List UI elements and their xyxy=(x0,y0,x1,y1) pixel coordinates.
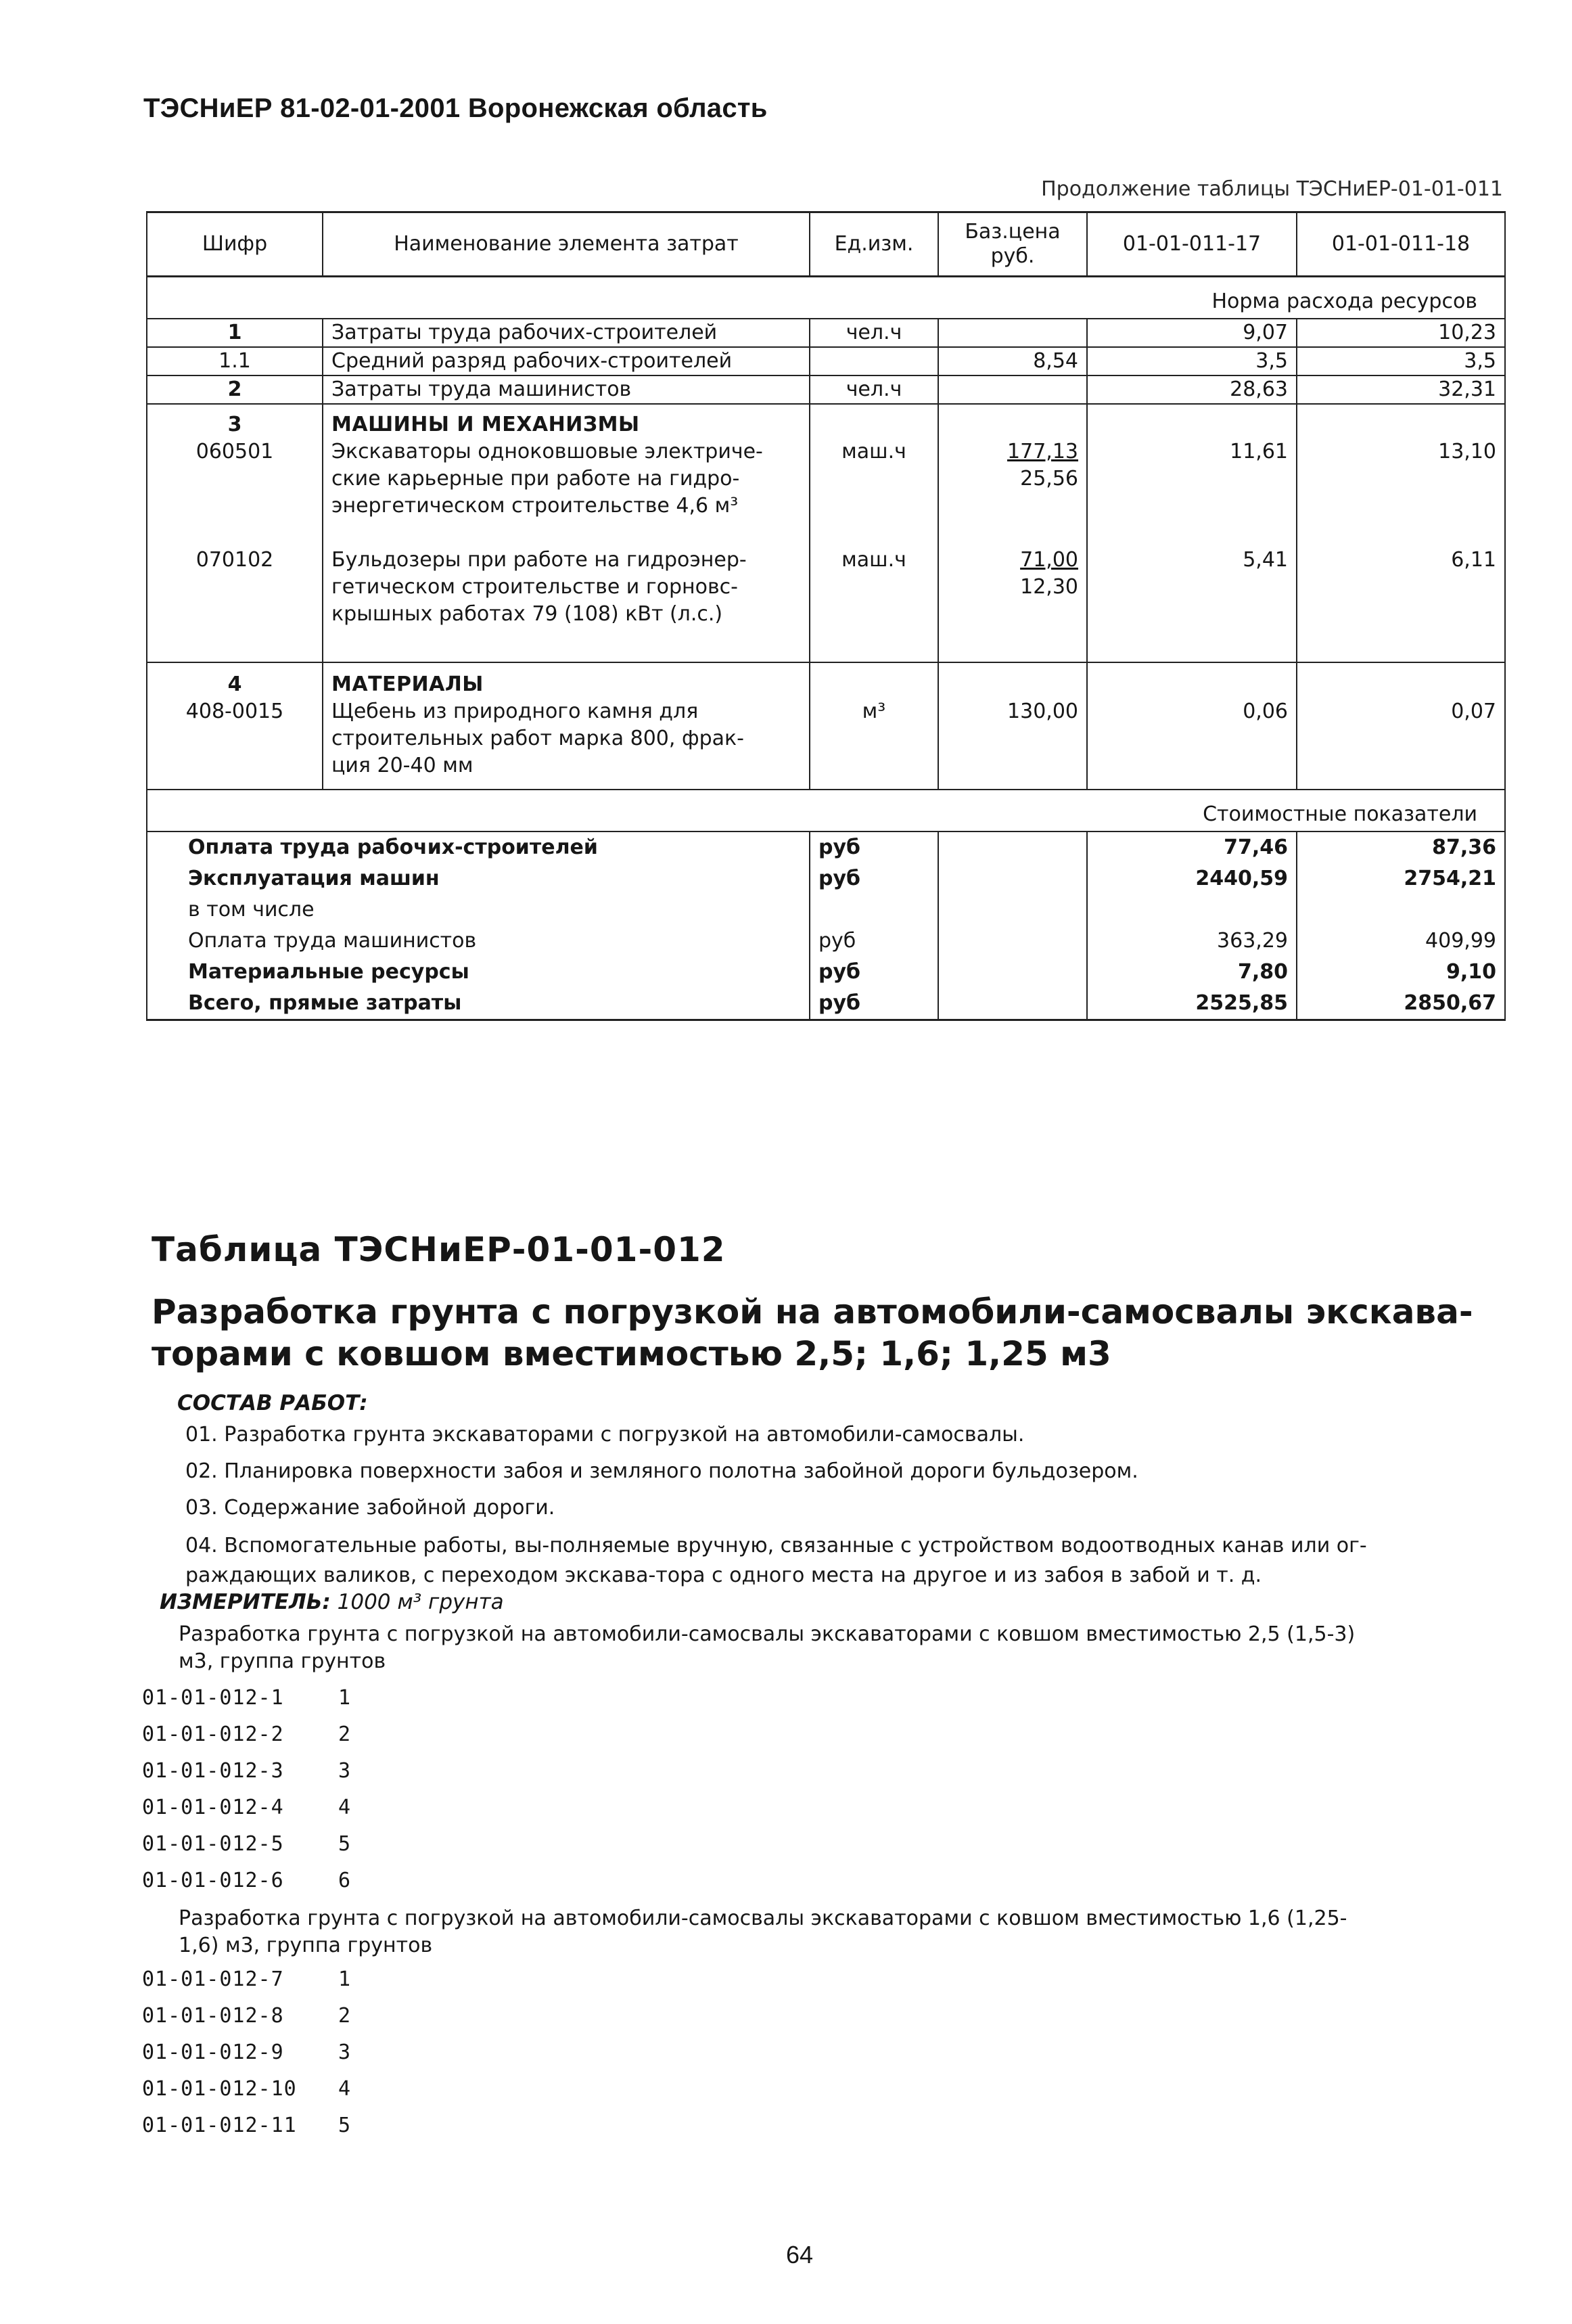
cost-value-18: 2850,67 xyxy=(1297,988,1505,1020)
measure-label: ИЗМЕРИТЕЛЬ: xyxy=(160,1590,331,1614)
list-item xyxy=(142,1686,352,1710)
cost-unit: руб xyxy=(810,863,938,894)
cost-value-17: 77,46 xyxy=(1087,831,1297,863)
cost-unit: руб xyxy=(810,988,938,1020)
row-name: Затраты труда машинистов xyxy=(323,375,810,404)
row-price xyxy=(938,438,1087,547)
section-row-materials xyxy=(147,662,1505,698)
row-price-labor: 12,30 xyxy=(1020,575,1078,599)
cost-row xyxy=(147,926,1505,957)
cost-name: Всего, прямые затраты xyxy=(147,988,810,1020)
cost-name: Оплата труда рабочих-строителей xyxy=(147,831,810,863)
soil-group: 5 xyxy=(338,2114,352,2137)
page-number: 64 xyxy=(786,2241,814,2269)
row-name-line: крышных работах 79 (108) кВт (л.с.) xyxy=(331,602,723,626)
cost-name: Материальные ресурсы xyxy=(147,957,810,988)
row-price: 130,00 xyxy=(938,698,1087,790)
work-item: 03. Содержание забойной дороги. xyxy=(185,1496,555,1520)
soil-group: 1 xyxy=(338,1967,352,1991)
row-price xyxy=(938,547,1087,662)
cost-row xyxy=(147,894,1505,926)
norm-code: 01-01-012-2 xyxy=(142,1723,284,1746)
norm-code: 01-01-012-11 xyxy=(142,2114,297,2137)
row-name: Затраты труда рабочих-строителей xyxy=(323,319,810,347)
row-value-18: 0,07 xyxy=(1297,698,1505,790)
section-title-line: торами с ковшом вместимостью 2,5; 1,6; 1,25 м3 xyxy=(152,1334,1111,1373)
table-row xyxy=(147,375,1505,404)
row-name-line: ские карьерные при работе на гидро- xyxy=(331,467,740,491)
row-name xyxy=(323,438,810,547)
row-name-line: Бульдозеры при работе на гидроэнер- xyxy=(331,548,747,572)
list-item xyxy=(142,2077,352,2101)
norm-code: 01-01-012-8 xyxy=(142,2004,284,2028)
group2-description-line: 1,6) м3, группа грунтов xyxy=(179,1934,433,1957)
section-title: МАШИНЫ И МЕХАНИЗМЫ xyxy=(323,404,810,438)
soil-group: 2 xyxy=(338,1723,352,1746)
row-value-18: 6,11 xyxy=(1297,547,1505,662)
list-item xyxy=(142,2041,352,2064)
cost-row xyxy=(147,957,1505,988)
row-code: 060501 xyxy=(147,438,323,547)
table-row xyxy=(147,698,1505,790)
soil-group: 6 xyxy=(338,1869,352,1892)
group1-description-line: Разработка грунта с погрузкой на автомобили-самосвалы экскаваторами с ковшом вместимостью 2,5 (1,5-3) xyxy=(179,1622,1356,1646)
norm-header: Норма расхода ресурсов xyxy=(147,277,1505,319)
cost-value-18: 2754,21 xyxy=(1297,863,1505,894)
row-name: Средний разряд рабочих-строителей xyxy=(323,347,810,375)
row-value-17: 5,41 xyxy=(1087,547,1297,662)
row-value-17: 3,5 xyxy=(1087,347,1297,375)
list-item xyxy=(142,1723,352,1746)
col-header-price: Баз.цена руб. xyxy=(938,212,1087,277)
section-title: МАТЕРИАЛЫ xyxy=(323,662,810,698)
resource-table xyxy=(146,211,1506,1021)
cost-value-17: 7,80 xyxy=(1087,957,1297,988)
row-value-17: 0,06 xyxy=(1087,698,1297,790)
cost-row xyxy=(147,863,1505,894)
row-value-18: 10,23 xyxy=(1297,319,1505,347)
row-price-main: 71,00 xyxy=(1020,548,1078,572)
table-row xyxy=(147,319,1505,347)
work-item: раждающих валиков, с переходом экскава-тора с одного места на другое и из забоя в забой и т. д. xyxy=(185,1564,1262,1587)
cost-value-17 xyxy=(1087,894,1297,926)
table-title: Таблица ТЭСНиЕР-01-01-012 xyxy=(152,1230,726,1269)
section-row-machines xyxy=(147,404,1505,438)
row-name-line: гетическом строительстве и горновс- xyxy=(331,575,738,599)
col-header-011-18: 01-01-011-18 xyxy=(1297,212,1505,277)
list-item xyxy=(142,2114,352,2137)
composition-label: СОСТАВ РАБОТ: xyxy=(177,1391,368,1415)
measure-line xyxy=(160,1590,504,1614)
row-price-main: 177,13 xyxy=(1007,440,1078,463)
norm-code: 01-01-012-4 xyxy=(142,1796,284,1819)
col-header-code: Шифр xyxy=(147,212,323,277)
cost-value-17: 2440,59 xyxy=(1087,863,1297,894)
row-code: 4 xyxy=(147,662,323,698)
cost-value-17: 2525,85 xyxy=(1087,988,1297,1020)
row-code: 1 xyxy=(147,319,323,347)
section-title xyxy=(152,1291,1504,1375)
document-header: ТЭСНиЕР 81-02-01-2001 Воронежская область xyxy=(143,93,768,123)
section-title-line: Разработка грунта с погрузкой на автомобили-самосвалы экскава- xyxy=(152,1292,1473,1331)
row-unit: маш.ч xyxy=(810,438,938,547)
norm-code: 01-01-012-3 xyxy=(142,1759,284,1783)
cost-unit: руб xyxy=(810,831,938,863)
soil-group: 4 xyxy=(338,1796,352,1819)
table-row xyxy=(147,347,1505,375)
norm-code: 01-01-012-7 xyxy=(142,1967,284,1991)
row-code: 2 xyxy=(147,375,323,404)
cost-unit xyxy=(810,894,938,926)
group1-description-line: м3, группа грунтов xyxy=(179,1649,386,1673)
table-header-row xyxy=(147,212,1505,277)
list-item xyxy=(142,1796,352,1819)
row-code: 1.1 xyxy=(147,347,323,375)
cost-header-row xyxy=(147,790,1505,831)
row-name-line: строительных работ марка 800, фрак- xyxy=(331,727,744,750)
measure-value: 1000 м³ грунта xyxy=(337,1590,504,1614)
norm-code: 01-01-012-1 xyxy=(142,1686,284,1710)
work-item: 02. Планировка поверхности забоя и земляного полотна забойной дороги бульдозером. xyxy=(185,1459,1138,1483)
soil-group: 2 xyxy=(338,2004,352,2028)
row-name xyxy=(323,547,810,662)
soil-group: 3 xyxy=(338,1759,352,1783)
row-code: 3 xyxy=(147,404,323,438)
cost-value-18 xyxy=(1297,894,1505,926)
cost-value-18: 409,99 xyxy=(1297,926,1505,957)
work-item: 01. Разработка грунта экскаваторами с погрузкой на автомобили-самосвалы. xyxy=(185,1423,1025,1446)
cost-name: в том числе xyxy=(147,894,810,926)
col-header-unit: Ед.изм. xyxy=(810,212,938,277)
list-item xyxy=(142,2004,352,2028)
row-price-labor: 25,56 xyxy=(1020,467,1078,491)
cost-value-18: 9,10 xyxy=(1297,957,1505,988)
row-value-17: 9,07 xyxy=(1087,319,1297,347)
cost-header: Стоимостные показатели xyxy=(147,790,1505,831)
row-value-18: 3,5 xyxy=(1297,347,1505,375)
row-name-line: Экскаваторы одноковшовые электриче- xyxy=(331,440,763,463)
row-name-line: ция 20-40 мм xyxy=(331,754,473,777)
row-code: 070102 xyxy=(147,547,323,662)
soil-group: 4 xyxy=(338,2077,352,2101)
cost-value-18: 87,36 xyxy=(1297,831,1505,863)
cost-unit: руб xyxy=(810,926,938,957)
cost-unit: руб xyxy=(810,957,938,988)
cost-row xyxy=(147,831,1505,863)
list-item xyxy=(142,1967,352,1991)
continuation-note: Продолжение таблицы ТЭСНиЕР-01-01-011 xyxy=(1041,177,1503,201)
soil-group: 5 xyxy=(338,1832,352,1856)
row-unit: чел.ч xyxy=(810,375,938,404)
norm-code: 01-01-012-9 xyxy=(142,2041,284,2064)
norm-code: 01-01-012-5 xyxy=(142,1832,284,1856)
row-unit: чел.ч xyxy=(810,319,938,347)
list-item xyxy=(142,1869,352,1892)
row-price xyxy=(938,319,1087,347)
list-item xyxy=(142,1759,352,1783)
row-price: 8,54 xyxy=(938,347,1087,375)
norm-code: 01-01-012-10 xyxy=(142,2077,297,2101)
norm-code: 01-01-012-6 xyxy=(142,1869,284,1892)
row-value-18: 32,31 xyxy=(1297,375,1505,404)
row-name xyxy=(323,698,810,790)
work-item: 04. Вспомогательные работы, вы-полняемые вручную, связанные с устройством водоотводных канав или ог- xyxy=(185,1534,1367,1557)
col-header-011-17: 01-01-011-17 xyxy=(1087,212,1297,277)
norm-header-row xyxy=(147,277,1505,319)
table-row xyxy=(147,547,1505,662)
cost-value-17: 363,29 xyxy=(1087,926,1297,957)
soil-group: 1 xyxy=(338,1686,352,1710)
group2-description xyxy=(179,1905,1491,1959)
col-header-name: Наименование элемента затрат xyxy=(323,212,810,277)
row-code: 408-0015 xyxy=(147,698,323,790)
row-name-line: Щебень из природного камня для xyxy=(331,700,699,723)
table-row xyxy=(147,438,1505,547)
list-item xyxy=(142,1832,352,1856)
row-unit: маш.ч xyxy=(810,547,938,662)
group1-description xyxy=(179,1621,1491,1675)
cost-name: Эксплуатация машин xyxy=(147,863,810,894)
row-unit xyxy=(810,347,938,375)
group2-description-line: Разработка грунта с погрузкой на автомобили-самосвалы экскаваторами с ковшом вместимостью 1,6 (1,25- xyxy=(179,1907,1347,1930)
row-value-17: 28,63 xyxy=(1087,375,1297,404)
row-price xyxy=(938,375,1087,404)
row-name-line: энергетическом строительстве 4,6 м³ xyxy=(331,494,739,518)
row-value-18: 13,10 xyxy=(1297,438,1505,547)
soil-group: 3 xyxy=(338,2041,352,2064)
row-value-17: 11,61 xyxy=(1087,438,1297,547)
cost-row-total xyxy=(147,988,1505,1020)
row-unit: м³ xyxy=(810,698,938,790)
cost-name: Оплата труда машинистов xyxy=(147,926,810,957)
